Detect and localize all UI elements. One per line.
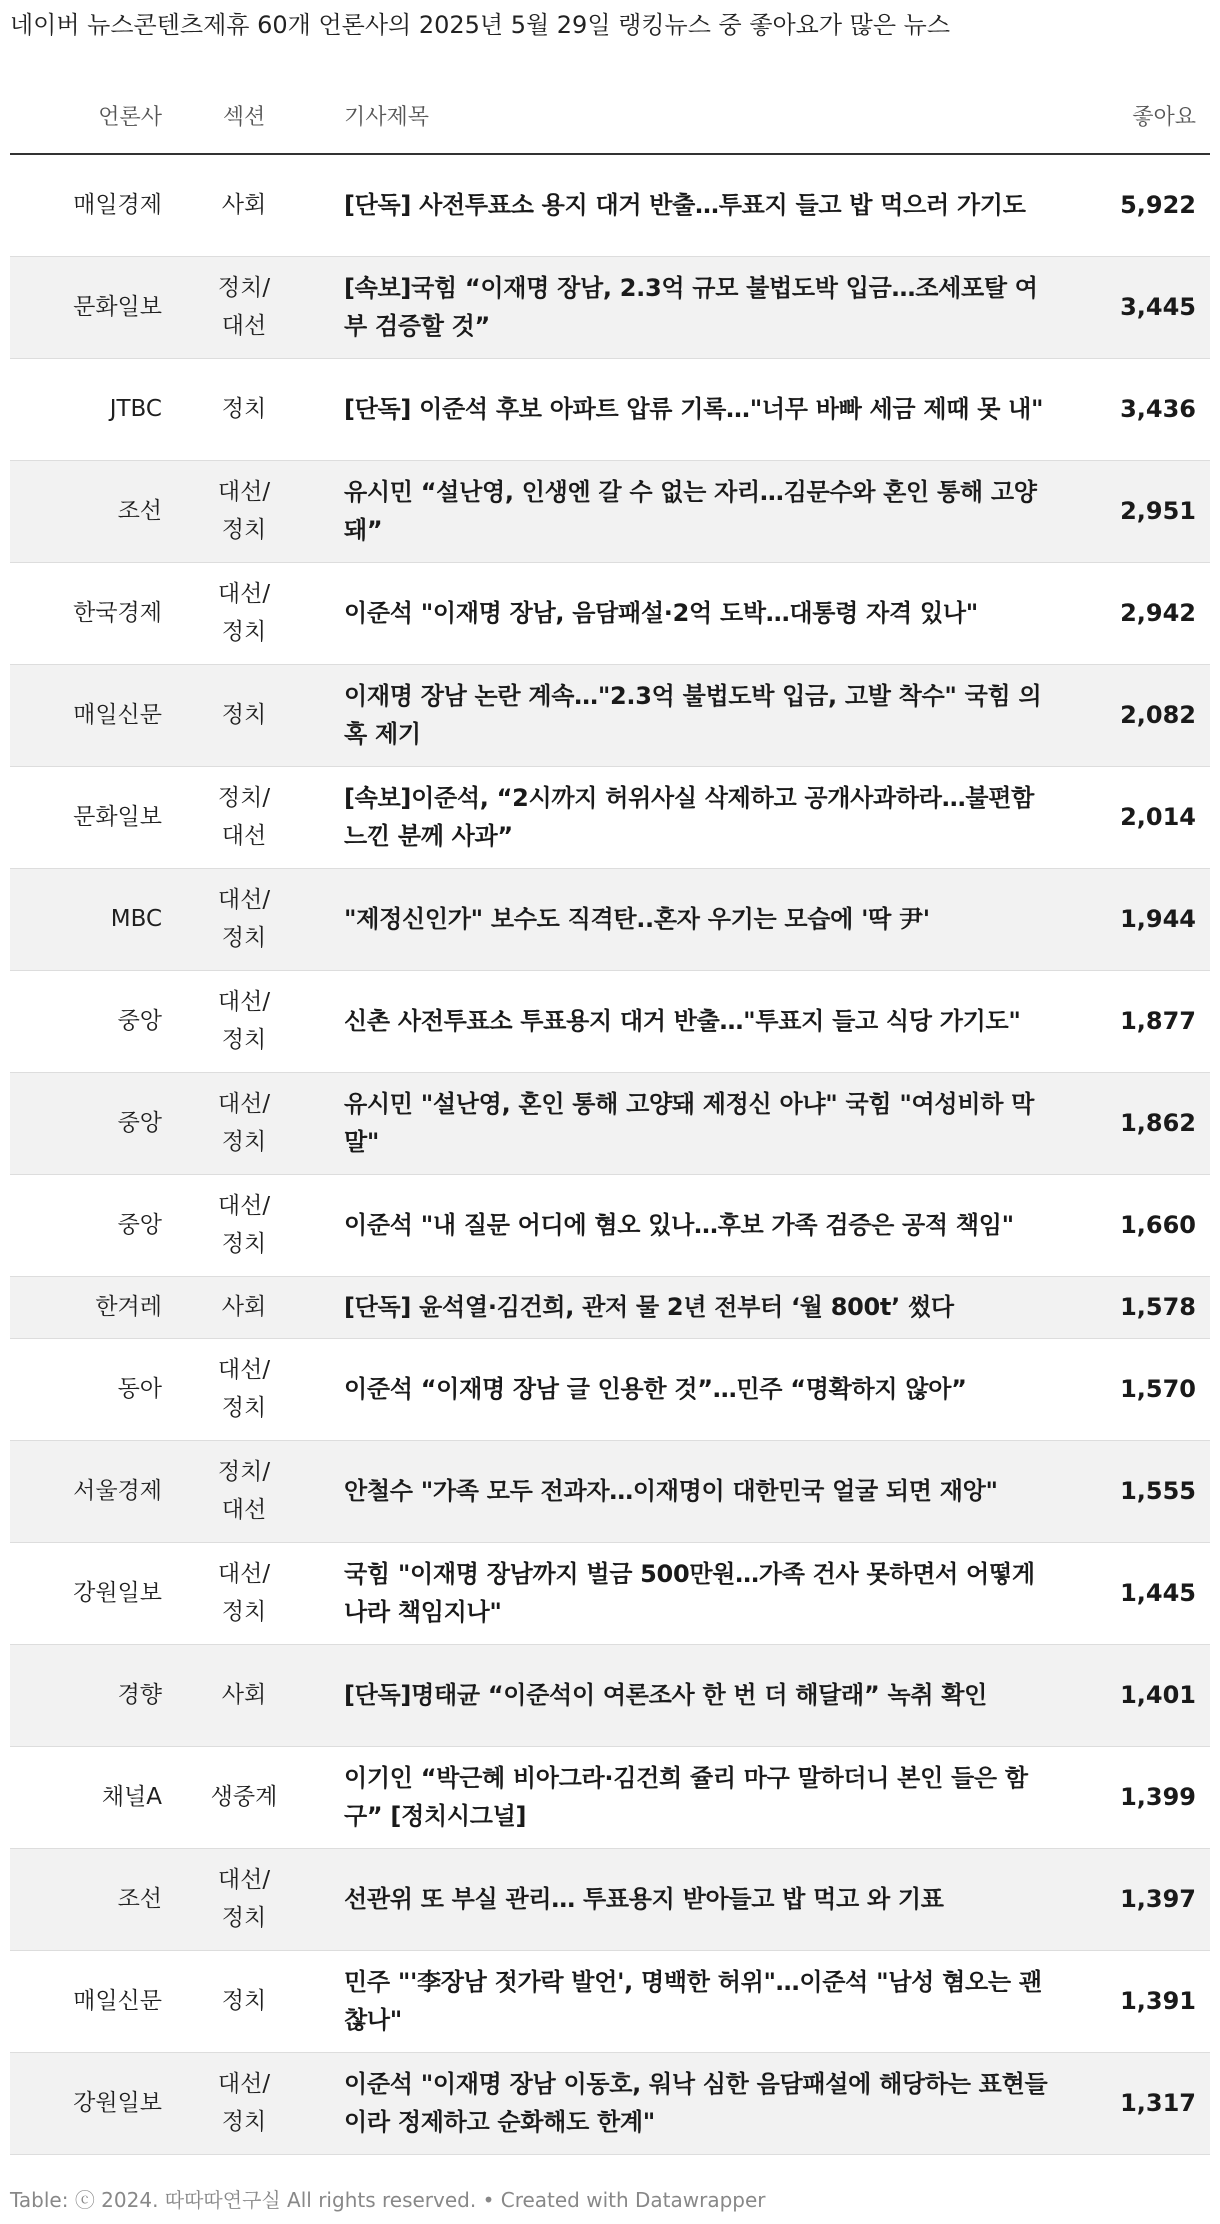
headline-cell: 이준석 "이재명 장남, 음담패설·2억 도박…대통령 자격 있나" [310,562,1070,664]
publisher-cell: 강원일보 [10,1542,178,1644]
table-row [10,868,1210,970]
section-cell: 사회 [178,154,310,256]
section-cell: 정치 [178,1950,310,2052]
headline-cell: 신촌 사전투표소 투표용지 대거 반출…"투표지 들고 식당 가기도" [310,970,1070,1072]
headline-cell: [단독]명태균 “이준석이 여론조사 한 번 더 해달래” 녹취 확인 [310,1644,1070,1746]
publisher-cell: 조선 [10,1848,178,1950]
publisher-cell: 서울경제 [10,1440,178,1542]
section-cell: 정치 [178,358,310,460]
headline-cell: 이준석 "내 질문 어디에 혐오 있나…후보 가족 검증은 공적 책임" [310,1174,1070,1276]
section-cell: 대선/정치 [178,1072,310,1174]
headline-cell: [속보]이준석, “2시까지 허위사실 삭제하고 공개사과하라…불편함 느낀 분께 사과” [310,766,1070,868]
headline-cell: 민주 "'李장남 젓가락 발언', 명백한 허위"…이준석 "남성 혐오는 괜찮나" [310,1950,1070,2052]
publisher-cell: 중앙 [10,1174,178,1276]
table-row [10,1542,1210,1644]
likes-cell: 1,445 [1070,1542,1210,1644]
column-header-headline[interactable]: 기사제목 [310,84,1070,154]
section-cell: 대선/정치 [178,1542,310,1644]
headline-cell: [속보]국힘 “이재명 장남, 2.3억 규모 불법도박 입금…조세포탈 여부 검증할 것” [310,256,1070,358]
table-row [10,766,1210,868]
likes-cell: 1,944 [1070,868,1210,970]
publisher-cell: 강원일보 [10,2052,178,2154]
likes-cell: 1,578 [1070,1276,1210,1338]
headline-cell: [단독] 이준석 후보 아파트 압류 기록…"너무 바빠 세금 제때 못 내" [310,358,1070,460]
table-row [10,358,1210,460]
table-row [10,460,1210,562]
table-row [10,256,1210,358]
section-cell: 대선/정치 [178,2052,310,2154]
table-row [10,664,1210,766]
table-row [10,1174,1210,1276]
section-cell: 대선/정치 [178,1174,310,1276]
likes-cell: 1,401 [1070,1644,1210,1746]
likes-cell: 1,397 [1070,1848,1210,1950]
likes-cell: 2,082 [1070,664,1210,766]
table-row [10,1276,1210,1338]
section-cell: 사회 [178,1276,310,1338]
likes-cell: 2,942 [1070,562,1210,664]
likes-cell: 1,555 [1070,1440,1210,1542]
headline-cell: 유시민 "설난영, 혼인 통해 고양돼 제정신 아냐" 국힘 "여성비하 막말" [310,1072,1070,1174]
table-row [10,562,1210,664]
publisher-cell: 중앙 [10,970,178,1072]
likes-cell: 1,660 [1070,1174,1210,1276]
headline-cell: 이재명 장남 논란 계속…"2.3억 불법도박 입금, 고발 착수" 국힘 의혹 제기 [310,664,1070,766]
table-body [10,154,1210,2154]
table-row [10,1440,1210,1542]
column-header-likes[interactable]: 좋아요 [1070,84,1210,154]
likes-cell: 1,570 [1070,1338,1210,1440]
table-header-row [10,84,1210,154]
table-row [10,1746,1210,1848]
publisher-cell: 문화일보 [10,766,178,868]
table-row [10,1950,1210,2052]
table-row [10,1338,1210,1440]
section-cell: 정치 [178,664,310,766]
publisher-cell: 매일경제 [10,154,178,256]
data-table [10,84,1210,2155]
publisher-cell: 경향 [10,1644,178,1746]
section-cell: 대선/정치 [178,868,310,970]
table-row [10,970,1210,1072]
headline-cell: 이준석 "이재명 장남 이동호, 워낙 심한 음담패설에 해당하는 표현들이라 정제하고 순화해도 한계" [310,2052,1070,2154]
likes-cell: 1,391 [1070,1950,1210,2052]
publisher-cell: 한겨레 [10,1276,178,1338]
column-header-publisher[interactable]: 언론사 [10,84,178,154]
likes-cell: 5,922 [1070,154,1210,256]
publisher-cell: 문화일보 [10,256,178,358]
publisher-cell: 매일신문 [10,664,178,766]
section-cell: 대선/정치 [178,460,310,562]
headline-cell: [단독] 윤석열·김건희, 관저 물 2년 전부터 ‘월 800t’ 썼다 [310,1276,1070,1338]
table-row [10,1072,1210,1174]
table-row [10,154,1210,256]
likes-cell: 2,014 [1070,766,1210,868]
likes-cell: 3,436 [1070,358,1210,460]
publisher-cell: MBC [10,868,178,970]
publisher-cell: 조선 [10,460,178,562]
headline-cell: 안철수 "가족 모두 전과자…이재명이 대한민국 얼굴 되면 재앙" [310,1440,1070,1542]
headline-cell: 국힘 "이재명 장남까지 벌금 500만원…가족 건사 못하면서 어떻게 나라 책임지나" [310,1542,1070,1644]
headline-cell: [단독] 사전투표소 용지 대거 반출…투표지 들고 밥 먹으러 가기도 [310,154,1070,256]
table-row [10,2052,1210,2154]
publisher-cell: 동아 [10,1338,178,1440]
headline-cell: 이준석 “이재명 장남 글 인용한 것”…민주 “명확하지 않아” [310,1338,1070,1440]
section-cell: 대선/정치 [178,562,310,664]
section-cell: 대선/정치 [178,1848,310,1950]
likes-cell: 1,862 [1070,1072,1210,1174]
publisher-cell: 채널A [10,1746,178,1848]
headline-cell: 이기인 “박근혜 비아그라·김건희 쥴리 마구 말하더니 본인 들은 함구” [정치시그널] [310,1746,1070,1848]
publisher-cell: 한국경제 [10,562,178,664]
publisher-cell: 중앙 [10,1072,178,1174]
likes-cell: 3,445 [1070,256,1210,358]
table-row [10,1644,1210,1746]
likes-cell: 1,877 [1070,970,1210,1072]
headline-cell: 유시민 “설난영, 인생엔 갈 수 없는 자리…김문수와 혼인 통해 고양돼” [310,460,1070,562]
column-header-section[interactable]: 섹션 [178,84,310,154]
headline-cell: "제정신인가" 보수도 직격탄..혼자 우기는 모습에 '딱 尹' [310,868,1070,970]
headline-cell: 선관위 또 부실 관리… 투표용지 받아들고 밥 먹고 와 기표 [310,1848,1070,1950]
likes-cell: 2,951 [1070,460,1210,562]
section-cell: 생중계 [178,1746,310,1848]
section-cell: 정치/대선 [178,766,310,868]
likes-cell: 1,399 [1070,1746,1210,1848]
likes-cell: 1,317 [1070,2052,1210,2154]
section-cell: 대선/정치 [178,1338,310,1440]
news-ranking-table [10,84,1210,2155]
section-cell: 정치/대선 [178,1440,310,1542]
source-footer: Table: ⓒ 2024. 따따따연구실 All rights reserved. • Created with Datawrapper [10,2188,766,2212]
table-title: 네이버 뉴스콘텐츠제휴 60개 언론사의 2025년 5월 29일 랭킹뉴스 중 좋아요가 많은 뉴스 [10,11,951,39]
publisher-cell: 매일신문 [10,1950,178,2052]
section-cell: 사회 [178,1644,310,1746]
section-cell: 정치/대선 [178,256,310,358]
section-cell: 대선/정치 [178,970,310,1072]
table-row [10,1848,1210,1950]
publisher-cell: JTBC [10,358,178,460]
